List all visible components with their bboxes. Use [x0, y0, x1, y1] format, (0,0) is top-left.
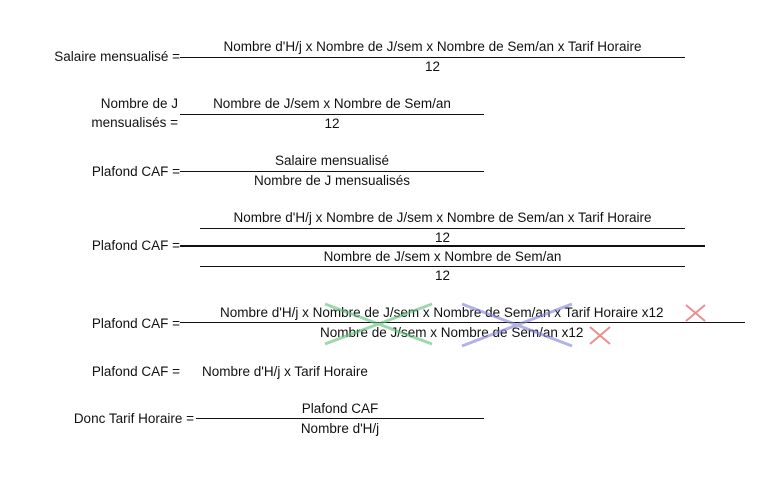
- eq1-numerator: Nombre d'H/j x Nombre de J/sem x Nombre de Sem/an x Tarif Horaire: [223, 39, 642, 54]
- eq4-label: Plafond CAF =: [91, 238, 180, 253]
- eq2-denominator: 12: [324, 116, 340, 131]
- eq2-label-line2: mensualisés =: [91, 115, 178, 130]
- eq5-numerator: Nombre d'H/j x Nombre de J/sem x Nombre de Sem/an x Tarif Horaire x12: [220, 305, 664, 320]
- eq4-upper-denominator: 12: [434, 230, 451, 245]
- eq4-lower-denominator: 12: [434, 268, 451, 283]
- eq6-result: Nombre d'H/j x Tarif Horaire: [202, 364, 368, 379]
- eq5-denominator: Nombre de J/sem x Nombre de Sem/an x12: [320, 325, 584, 340]
- blue-cross-out: [462, 304, 572, 346]
- eq3-denominator: Nombre de J mensualisés: [253, 173, 411, 188]
- eq3-numerator: Salaire mensualisé: [274, 153, 390, 168]
- eq1-denominator: 12: [424, 59, 441, 74]
- eq7-numerator: Plafond CAF: [301, 401, 379, 416]
- fraction-bar: [196, 418, 484, 419]
- eq5-label: Plafond CAF =: [91, 316, 180, 331]
- eq2-numerator: Nombre de J/sem x Nombre de Sem/an: [213, 96, 451, 111]
- eq4-upper-numerator: Nombre d'H/j x Nombre de J/sem x Nombre de Sem/an x Tarif Horaire: [233, 210, 652, 225]
- red-cross-out: [590, 305, 705, 344]
- eq7-label: Donc Tarif Horaire =: [73, 411, 194, 426]
- green-cross-out: [325, 304, 432, 344]
- eq2-label-line1: Nombre de J: [100, 96, 178, 111]
- eq1-label: Salaire mensualisé =: [54, 49, 180, 64]
- eq7-denominator: Nombre d'H/j: [300, 421, 380, 436]
- eq4-lower-numerator: Nombre de J/sem x Nombre de Sem/an: [323, 249, 562, 264]
- eq3-label: Plafond CAF =: [91, 164, 180, 179]
- eq6-label: Plafond CAF =: [91, 364, 180, 379]
